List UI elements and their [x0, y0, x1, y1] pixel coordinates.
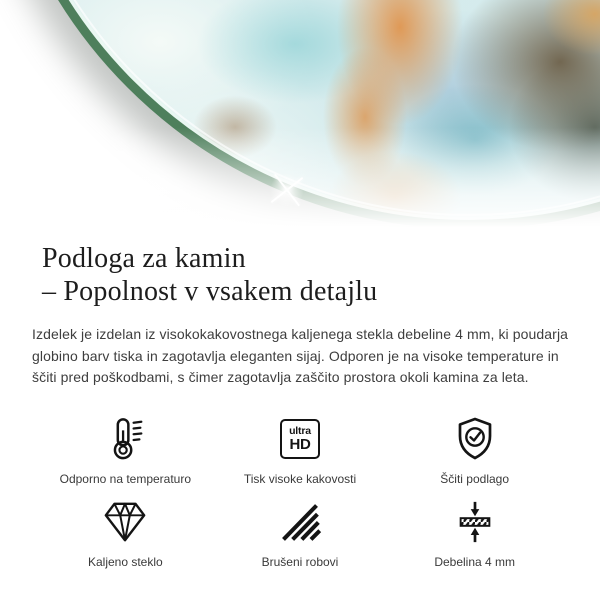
- ultra-hd-badge-bottom: HD: [289, 435, 311, 453]
- shield-check-icon: [451, 415, 499, 463]
- feature-label: Debelina 4 mm: [434, 554, 516, 569]
- ultra-hd-badge-top: ultra: [289, 424, 311, 437]
- feature-grid: [38, 415, 562, 569]
- feature-label: Kaljeno steklo: [87, 554, 163, 569]
- feature-protection: [387, 415, 562, 486]
- content-area: [0, 242, 600, 569]
- thermometer-icon: [102, 415, 148, 463]
- feature-temperature: [38, 415, 213, 486]
- feature-tempered-glass: [38, 498, 213, 569]
- ultra-hd-icon: [280, 415, 320, 463]
- feature-label: Brušeni robovi: [261, 554, 339, 569]
- beveled-edges-icon: [278, 498, 322, 546]
- page-title: [42, 242, 570, 308]
- title-line-2: – Popolnost v vsakem detajlu: [42, 276, 378, 307]
- product-description: Izdelek je izdelan iz visokokakovostnega kaljenega stekla debeline 4 mm, ki poudarja globino barv tiska in zagotavlja eleganten sijaj. Odporen je na visoke temperature in ščiti pred poškodbami, s čimer zagotavlja zaščito prostora okoli kamina za leta.: [32, 326, 569, 385]
- title-line-1: Podloga za kamin: [42, 243, 246, 274]
- diamond-icon: [101, 498, 149, 546]
- feature-label: Tisk visoke kakovosti: [243, 471, 357, 486]
- feature-polished-edges: [213, 498, 388, 569]
- product-photo: [0, 0, 600, 232]
- feature-print-quality: [213, 415, 388, 486]
- feature-thickness: [387, 498, 562, 569]
- feature-label: Odporno na temperaturo: [59, 471, 192, 486]
- thickness-4mm-icon: [452, 498, 498, 546]
- feature-label: Ščiti podlago: [440, 471, 510, 486]
